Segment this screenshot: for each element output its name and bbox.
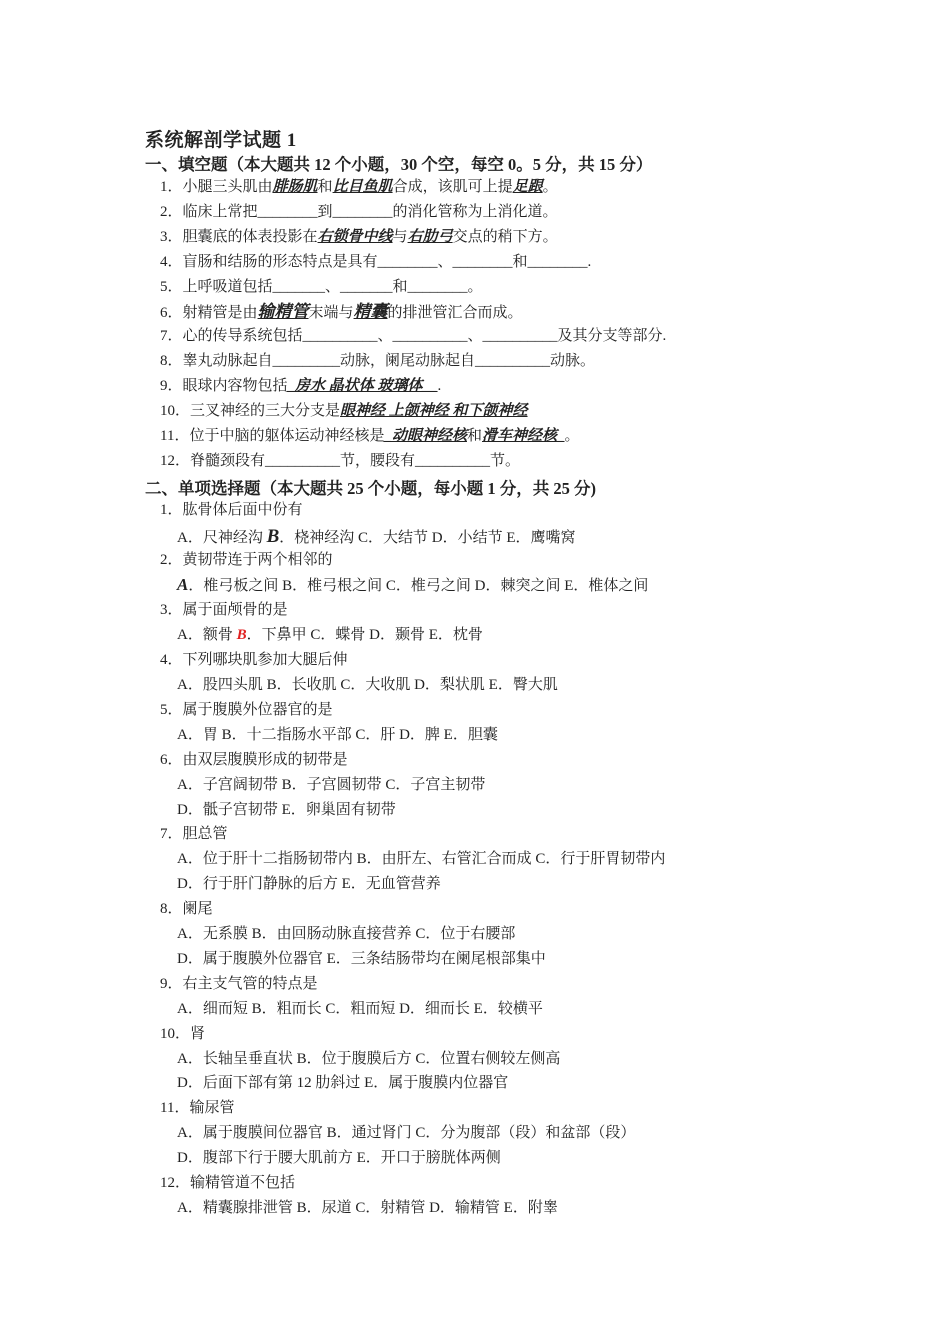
- question-9-stem: 9．右主支气管的特点是: [160, 976, 318, 992]
- fill-item-2: 2．临床上常把________到________的消化管称为上消化道。: [160, 204, 558, 220]
- answer-mark: B: [236, 627, 247, 643]
- question-11-stem: 11．输尿管: [160, 1100, 235, 1116]
- question-11-options-line1: A．属于腹膜间位器官 B．通过肾门 C．分为腹部（段）和盆部（段）: [177, 1125, 636, 1141]
- question-2-options: A．椎弓板之间 B．椎弓根之间 C．椎弓之间 D．棘突之间 E．椎体之间: [177, 575, 649, 594]
- question-7-stem: 7．胆总管: [160, 826, 228, 842]
- fill-item-10: 10．三叉神经的三大分支是眼神经 上颌神经 和下颌神经: [160, 403, 528, 419]
- answer: 眼神经 上颌神经 和下颌神经: [340, 403, 528, 419]
- answer-mark: B: [266, 526, 280, 547]
- question-8-options-line2: D．属于腹膜外位器官 E．三条结肠带均在阑尾根部集中: [177, 951, 546, 967]
- fill-item-8: 8．睾丸动脉起自_________动脉，阑尾动脉起自__________动脉。: [160, 353, 596, 369]
- question-3-stem: 3．属于面颅骨的是: [160, 602, 288, 618]
- page-title: 系统解剖学试题 1: [145, 130, 297, 151]
- fill-item-6: 6．射精管是由输精管末端与精囊的排泄管汇合而成。: [160, 302, 523, 321]
- answer-mark: A: [177, 575, 189, 594]
- fill-item-12: 12．脊髓颈段有__________节，腰段有__________节。: [160, 453, 521, 469]
- question-1-stem: 1．肱骨体后面中份有: [160, 502, 303, 518]
- question-5-stem: 5．属于腹膜外位器官的是: [160, 702, 333, 718]
- question-6-options-line2: D．骶子宫韧带 E．卵巢固有韧带: [177, 802, 396, 818]
- question-7-options-line1: A．位于肝十二指肠韧带内 B．由肝左、右管汇合而成 C．行于肝胃韧带内: [177, 851, 666, 867]
- question-10-stem: 10．肾: [160, 1026, 206, 1042]
- question-10-options-line1: A．长轴呈垂直状 B．位于腹膜后方 C．位置右侧较左侧高: [177, 1051, 561, 1067]
- answer: _动眼神经核: [384, 428, 467, 444]
- question-6-options-line1: A．子宫阔韧带 B．子宫圆韧带 C．子宫主韧带: [177, 777, 486, 793]
- answer: 足跟: [512, 179, 543, 195]
- answer: 腓肠肌: [272, 179, 318, 195]
- section2-heading: 二、单项选择题（本大题共 25 个小题，每小题 1 分，共 25 分): [145, 479, 596, 498]
- question-8-stem: 8．阑尾: [160, 901, 213, 917]
- fill-item-5: 5．上呼吸道包括_______、_______和________。: [160, 279, 483, 295]
- question-8-options-line1: A．无系膜 B．由回肠动脉直接营养 C．位于右腰部: [177, 926, 516, 942]
- question-12-stem: 12．输精管道不包括: [160, 1175, 296, 1191]
- question-1-options: A．尺神经沟 B．桡神经沟 C．大结节 D．小结节 E．鹰嘴窝: [177, 526, 576, 547]
- question-12-options: A．精囊腺排泄管 B．尿道 C．射精管 D．输精管 E．附睾: [177, 1200, 558, 1216]
- fill-item-9: 9．眼球内容物包括_房水 晶状体 玻璃体__.: [160, 378, 442, 394]
- answer: 右锁骨中线: [317, 229, 393, 245]
- fill-item-7: 7．心的传导系统包括__________、__________、__________及其分支等部分.: [160, 328, 667, 344]
- question-11-options-line2: D．腹部下行于腰大肌前方 E．开口于膀胱体两侧: [177, 1150, 501, 1166]
- answer: 精囊: [353, 302, 388, 321]
- fill-item-4: 4．盲肠和结肠的形态特点是具有________、________和________.: [160, 254, 592, 270]
- question-4-stem: 4．下列哪块肌参加大腿后伸: [160, 652, 348, 668]
- question-9-options: A．细而短 B．粗而长 C．粗而短 D．细而长 E．较横平: [177, 1001, 543, 1017]
- fill-item-3: 3．胆囊底的体表投影在右锁骨中线与右肋弓交点的稍下方。: [160, 229, 558, 245]
- answer: _房水 晶状体 玻璃体__: [287, 378, 438, 394]
- answer: 比目鱼肌: [332, 179, 393, 195]
- fill-item-1: 1．小腿三头肌由腓肠肌和比目鱼肌合成，该肌可上提足跟。: [160, 179, 558, 195]
- question-10-options-line2: D．后面下部有第 12 肋斜过 E．属于腹膜内位器官: [177, 1075, 509, 1091]
- answer: 滑车神经核_: [482, 428, 565, 444]
- question-4-options: A．股四头肌 B．长收肌 C．大收肌 D．梨状肌 E．臀大肌: [177, 677, 558, 693]
- section1-heading: 一、填空题（本大题共 12 个小题，30 个空，每空 0。5 分，共 15 分）: [145, 155, 653, 174]
- question-3-options: A．额骨 B．下鼻甲 C．蝶骨 D．颞骨 E．枕骨: [177, 627, 483, 643]
- question-6-stem: 6．由双层腹膜形成的韧带是: [160, 752, 348, 768]
- question-7-options-line2: D．行于肝门静脉的后方 E．无血管营养: [177, 876, 441, 892]
- answer: 输精管: [257, 302, 309, 321]
- fill-item-11: 11．位于中脑的躯体运动神经核是_动眼神经核和滑车神经核_。: [160, 428, 580, 444]
- answer: 右肋弓: [407, 229, 453, 245]
- question-5-options: A．胃 B．十二指肠水平部 C．肝 D．脾 E．胆囊: [177, 727, 498, 743]
- question-2-stem: 2．黄韧带连于两个相邻的: [160, 552, 333, 568]
